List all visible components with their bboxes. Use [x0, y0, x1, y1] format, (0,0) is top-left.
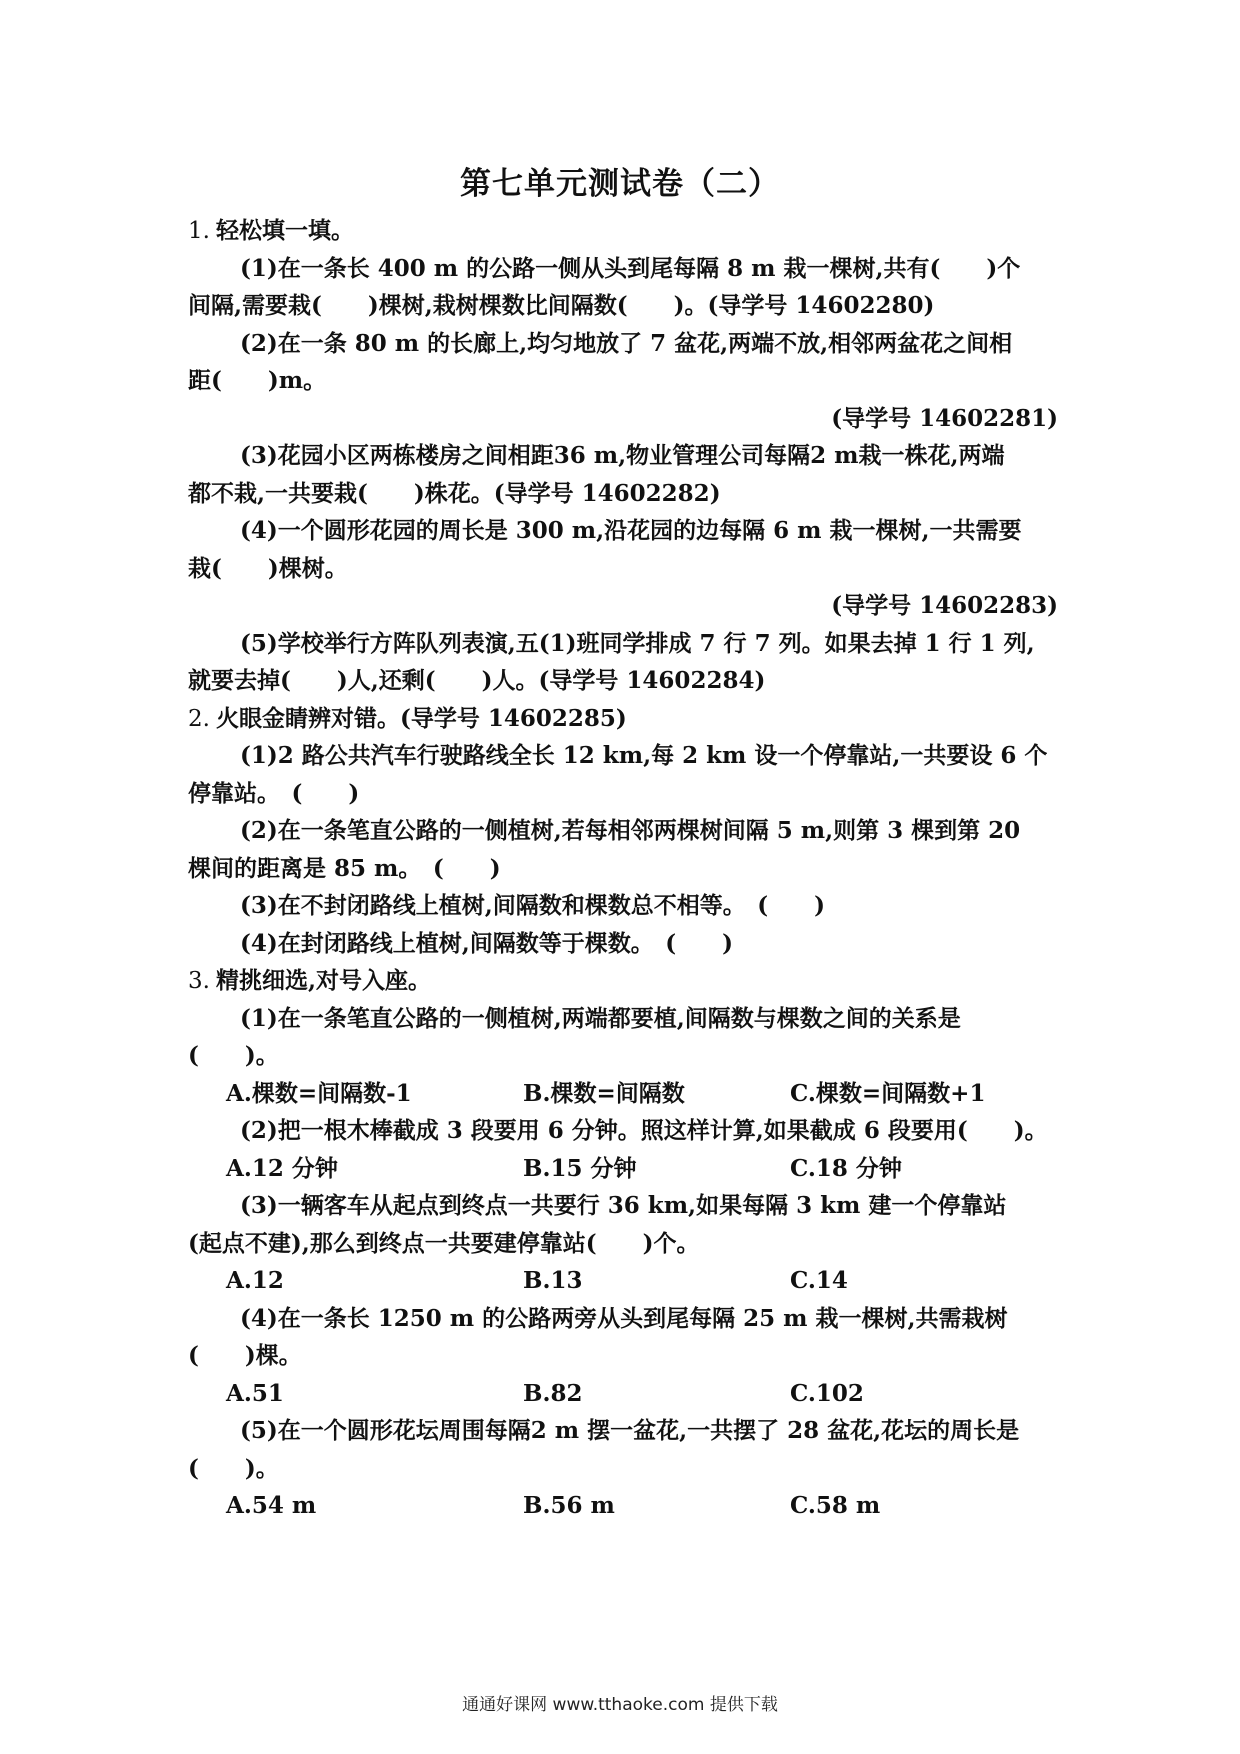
option-a: A.51 — [226, 1379, 284, 1407]
question-text-continued: (起点不建),那么到终点一共要建停靠站( )个。 — [188, 1229, 700, 1257]
question-text: (4)在一条长 1250 m 的公路两旁从头到尾每隔 25 m 栽一棵树,共需栽树 — [240, 1304, 1008, 1332]
section-number: 2. — [188, 705, 210, 732]
question-text-continued: 间隔,需要栽( )棵树,栽树棵数比间隔数( )。(导学号 14602280) — [188, 292, 935, 319]
answer-options — [188, 1262, 1058, 1300]
answer-options — [188, 1150, 1058, 1188]
option-b: B.56 m — [523, 1492, 615, 1519]
answer-options — [188, 1487, 1058, 1525]
section-heading — [188, 212, 1058, 250]
question-text: (3)一辆客车从起点到终点一共要行 36 km,如果每隔 3 km 建一个停靠站 — [240, 1192, 1007, 1219]
question-text: (1)2 路公共汽车行驶路线全长 12 km,每 2 km 设一个停靠站,一共要设 6 个 — [240, 742, 1048, 769]
section-number: 3. — [188, 968, 210, 994]
option-c: C.18 分钟 — [790, 1154, 902, 1182]
question-text-continued: 停靠站。 ( ) — [188, 779, 360, 807]
section-title: 轻松填一填。 — [215, 217, 354, 244]
question-text: (2)把一根木棒截成 3 段要用 6 分钟。照这样计算,如果截成 6 段要用( )。 — [240, 1117, 1048, 1144]
reference-number: (导学号 14602281) — [831, 404, 1058, 432]
exam-content — [188, 212, 1058, 1525]
question-text: (2)在一条 80 m 的长廊上,均匀地放了 7 盆花,两端不放,相邻两盆花之间相 — [240, 329, 1013, 357]
section-number: 1. — [188, 218, 210, 244]
question-text: (3)花园小区两栋楼房之间相距36 m,物业管理公司每隔2 m栽一株花,两端 — [240, 442, 1005, 469]
option-c: C.14 — [790, 1267, 848, 1294]
question-text: (1)在一条笔直公路的一侧植树,两端都要植,间隔数与棵数之间的关系是 — [240, 1004, 961, 1032]
option-b: B.82 — [523, 1379, 583, 1407]
question-text-continued: ( )。 — [188, 1042, 279, 1069]
option-a: A.12 — [226, 1267, 284, 1294]
reference-number: (导学号 14602283) — [831, 592, 1058, 619]
option-c: C.58 m — [790, 1492, 881, 1519]
question-text-continued: 棵间的距离是 85 m。 ( ) — [188, 854, 501, 882]
section-heading — [188, 700, 1058, 738]
question-text: (4)在封闭路线上植树,间隔数等于棵数。 ( ) — [240, 929, 734, 957]
section-heading — [188, 962, 1058, 1000]
question-text-continued: 都不栽,一共要栽( )株花。(导学号 14602282) — [188, 479, 721, 507]
answer-options — [188, 1075, 1058, 1113]
question-text-continued: ( )。 — [188, 1454, 279, 1482]
option-c: C.棵数=间隔数+1 — [790, 1079, 986, 1107]
question-text-continued: 栽( )棵树。 — [188, 554, 348, 582]
answer-options — [188, 1375, 1058, 1413]
option-a: A.棵数=间隔数-1 — [226, 1079, 412, 1107]
question-text: (1)在一条长 400 m 的公路一侧从头到尾每隔 8 m 栽一棵树,共有( )个 — [240, 254, 1021, 282]
option-a: A.12 分钟 — [226, 1154, 338, 1182]
question-text-continued: 就要去掉( )人,还剩( )人。(导学号 14602284) — [188, 667, 766, 694]
option-b: B.13 — [523, 1267, 583, 1294]
question-text-continued: ( )棵。 — [188, 1342, 302, 1369]
question-text: (5)在一个圆形花坛周围每隔2 m 摆一盆花,一共摆了 28 盆花,花坛的周长是 — [240, 1417, 1020, 1444]
page-title: 第七单元测试卷（二） — [460, 166, 780, 202]
question-text-continued: 距( )m。 — [188, 367, 327, 394]
question-text: (5)学校举行方阵队列表演,五(1)班同学排成 7 行 7 列。如果去掉 1 行 1 列, — [240, 629, 1035, 657]
question-text: (4)一个圆形花园的周长是 300 m,沿花园的边每隔 6 m 栽一棵树,一共需要 — [240, 517, 1022, 544]
option-b: B.棵数=间隔数 — [523, 1079, 685, 1107]
question-text: (2)在一条笔直公路的一侧植树,若每相邻两棵树间隔 5 m,则第 3 棵到第 20 — [240, 817, 1021, 844]
option-a: A.54 m — [226, 1492, 317, 1519]
section-title: 火眼金睛辨对错。(导学号 14602285) — [215, 704, 627, 732]
footer-credit: 通通好课网 www.tthaoke.com 提供下载 — [462, 1695, 778, 1715]
option-c: C.102 — [790, 1379, 864, 1407]
question-text: (3)在不封闭路线上植树,间隔数和棵数总不相等。 ( ) — [240, 892, 826, 919]
section-title: 精挑细选,对号入座。 — [215, 967, 431, 994]
option-b: B.15 分钟 — [523, 1154, 637, 1182]
